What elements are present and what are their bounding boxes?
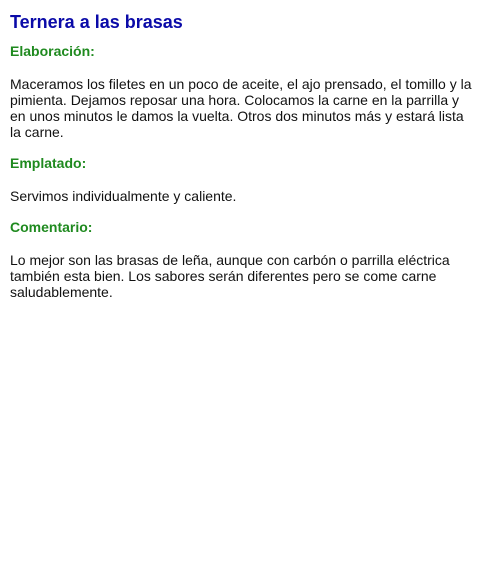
section-heading-comentario: Comentario: [10,219,93,235]
section-text-comentario: Lo mejor son las brasas de leña, aunque con carbón o parrilla eléctrica también esta bien. Los sabores serán diferentes pero se come carne saludablemente. [10,252,450,300]
page-title: Ternera a las brasas [10,12,183,32]
section-text-emplatado: Servimos individualmente y caliente. [10,188,237,204]
section-emplatado [10,154,475,204]
section-text-elaboracion: Maceramos los filetes en un poco de aceite, el ajo prensado, el tomillo y la pimienta. Dejamos reposar una hora. Colocamos la carne en la parrilla y en unos minutos le damos la vuelta. Otros dos minutos más y estará lista la carne. [10,76,472,140]
section-elaboracion [10,42,475,140]
section-heading-emplatado: Emplatado: [10,155,87,171]
section-comentario [10,218,475,300]
section-heading-elaboracion: Elaboración: [10,43,95,59]
